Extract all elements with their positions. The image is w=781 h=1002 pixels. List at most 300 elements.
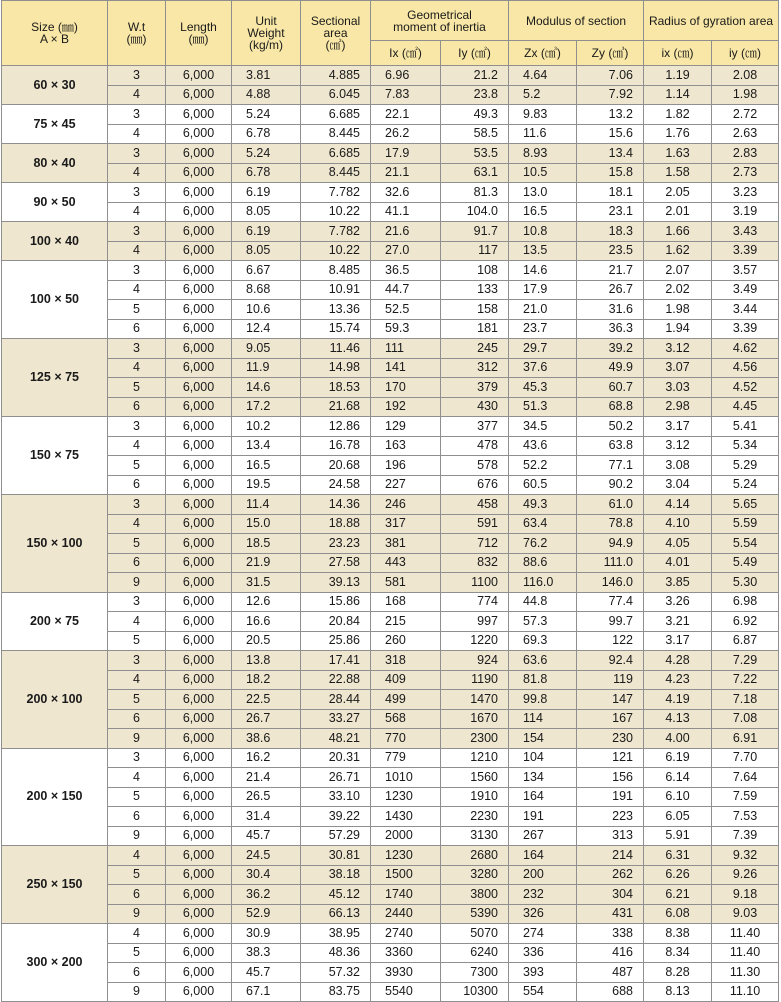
cell-unit-weight: 31.4 bbox=[232, 807, 301, 827]
cell-ry: 7.08 bbox=[712, 709, 779, 729]
cell-wt: 4 bbox=[108, 612, 166, 632]
cell-unit-weight: 11.9 bbox=[232, 358, 301, 378]
steel-section-spec-table bbox=[1, 0, 781, 1002]
table-row bbox=[2, 709, 781, 729]
table-row bbox=[2, 202, 781, 222]
cell-iy: 23.8 bbox=[441, 85, 509, 105]
cell-zx: 44.8 bbox=[509, 592, 577, 612]
cell-iy: 430 bbox=[441, 397, 509, 417]
cell-rx: 4.05 bbox=[644, 534, 712, 554]
cell-wt: 3 bbox=[108, 144, 166, 164]
cell-sectional-area: 25.86 bbox=[301, 631, 371, 651]
size-cell: 200 × 150 bbox=[2, 748, 108, 846]
cell-rx: 8.13 bbox=[644, 982, 712, 1002]
cell-ry: 4.56 bbox=[712, 358, 779, 378]
cell-length: 6,000 bbox=[166, 690, 232, 710]
table-row bbox=[2, 456, 781, 476]
cell-length: 6,000 bbox=[166, 846, 232, 866]
cell-zy: 431 bbox=[577, 904, 644, 924]
cell-zx: 114 bbox=[509, 709, 577, 729]
header-wt-line2: (㎜) bbox=[108, 33, 165, 45]
cell-rx: 1.62 bbox=[644, 241, 712, 261]
cell-rx: 8.34 bbox=[644, 943, 712, 963]
table-row bbox=[2, 748, 781, 768]
cell-zx: 104 bbox=[509, 748, 577, 768]
cell-length: 6,000 bbox=[166, 378, 232, 398]
cell-sectional-area: 21.68 bbox=[301, 397, 371, 417]
cell-zy: 230 bbox=[577, 729, 644, 749]
cell-sectional-area: 14.36 bbox=[301, 495, 371, 515]
cell-ry: 1.98 bbox=[712, 85, 779, 105]
cell-sectional-area: 11.46 bbox=[301, 339, 371, 359]
cell-wt: 6 bbox=[108, 963, 166, 983]
cell-iy: 245 bbox=[441, 339, 509, 359]
cell-zx: 11.6 bbox=[509, 124, 577, 144]
header-length-line1: Length bbox=[166, 21, 231, 33]
cell-length: 6,000 bbox=[166, 553, 232, 573]
cell-ix: 168 bbox=[371, 592, 441, 612]
cell-zx: 76.2 bbox=[509, 534, 577, 554]
cell-ry: 2.72 bbox=[712, 105, 779, 125]
cell-length: 6,000 bbox=[166, 670, 232, 690]
cell-zy: 49.9 bbox=[577, 358, 644, 378]
cell-wt: 3 bbox=[108, 495, 166, 515]
cell-ix: 59.3 bbox=[371, 319, 441, 339]
cell-sectional-area: 6.685 bbox=[301, 105, 371, 125]
cell-zx: 16.5 bbox=[509, 202, 577, 222]
cell-ix: 27.0 bbox=[371, 241, 441, 261]
cell-length: 6,000 bbox=[166, 456, 232, 476]
header-inertia-line1: Geometrical bbox=[371, 9, 508, 21]
cell-rx: 6.08 bbox=[644, 904, 712, 924]
cell-zx: 164 bbox=[509, 846, 577, 866]
cell-zy: 147 bbox=[577, 690, 644, 710]
cell-sectional-area: 28.44 bbox=[301, 690, 371, 710]
table-row bbox=[2, 319, 781, 339]
cell-ix: 6.96 bbox=[371, 66, 441, 86]
cell-wt: 5 bbox=[108, 534, 166, 554]
cell-sectional-area: 18.88 bbox=[301, 514, 371, 534]
cell-length: 6,000 bbox=[166, 300, 232, 320]
cell-sectional-area: 57.32 bbox=[301, 963, 371, 983]
cell-ix: 409 bbox=[371, 670, 441, 690]
cell-unit-weight: 18.2 bbox=[232, 670, 301, 690]
cell-rx: 5.91 bbox=[644, 826, 712, 846]
cell-sectional-area: 22.88 bbox=[301, 670, 371, 690]
cell-sectional-area: 14.98 bbox=[301, 358, 371, 378]
cell-iy: 2680 bbox=[441, 846, 509, 866]
cell-ry: 5.41 bbox=[712, 417, 779, 437]
cell-unit-weight: 38.6 bbox=[232, 729, 301, 749]
cell-length: 6,000 bbox=[166, 144, 232, 164]
cell-sectional-area: 57.29 bbox=[301, 826, 371, 846]
cell-length: 6,000 bbox=[166, 358, 232, 378]
cell-sectional-area: 39.13 bbox=[301, 573, 371, 593]
cell-unit-weight: 45.7 bbox=[232, 826, 301, 846]
cell-rx: 4.00 bbox=[644, 729, 712, 749]
cell-rx: 3.12 bbox=[644, 436, 712, 456]
cell-ry: 11.40 bbox=[712, 943, 779, 963]
cell-rx: 6.19 bbox=[644, 748, 712, 768]
cell-unit-weight: 36.2 bbox=[232, 885, 301, 905]
cell-ix: 32.6 bbox=[371, 183, 441, 203]
cell-ix: 52.5 bbox=[371, 300, 441, 320]
cell-zx: 43.6 bbox=[509, 436, 577, 456]
header-unit-weight-line1: Unit bbox=[232, 15, 300, 27]
cell-zx: 81.8 bbox=[509, 670, 577, 690]
cell-unit-weight: 11.4 bbox=[232, 495, 301, 515]
cell-rx: 3.12 bbox=[644, 339, 712, 359]
cell-zy: 68.8 bbox=[577, 397, 644, 417]
size-cell: 150 × 75 bbox=[2, 417, 108, 495]
table-row bbox=[2, 300, 781, 320]
cell-sectional-area: 10.22 bbox=[301, 241, 371, 261]
cell-zx: 49.3 bbox=[509, 495, 577, 515]
size-cell: 150 × 100 bbox=[2, 495, 108, 593]
cell-ry: 5.24 bbox=[712, 475, 779, 495]
cell-unit-weight: 16.2 bbox=[232, 748, 301, 768]
cell-length: 6,000 bbox=[166, 280, 232, 300]
cell-zx: 21.0 bbox=[509, 300, 577, 320]
cell-wt: 4 bbox=[108, 280, 166, 300]
cell-ix: 1230 bbox=[371, 787, 441, 807]
cell-unit-weight: 31.5 bbox=[232, 573, 301, 593]
cell-wt: 5 bbox=[108, 300, 166, 320]
header-zx: Zx (㎤) bbox=[509, 41, 577, 66]
header-sectional-area-line1: Sectional bbox=[301, 15, 370, 27]
header-iy: Iy (㎠) bbox=[441, 41, 509, 66]
cell-iy: 7300 bbox=[441, 963, 509, 983]
cell-ry: 11.40 bbox=[712, 924, 779, 944]
cell-ix: 581 bbox=[371, 573, 441, 593]
table-row bbox=[2, 241, 781, 261]
cell-unit-weight: 12.6 bbox=[232, 592, 301, 612]
cell-zy: 39.2 bbox=[577, 339, 644, 359]
cell-ix: 1500 bbox=[371, 865, 441, 885]
cell-sectional-area: 7.782 bbox=[301, 183, 371, 203]
cell-ry: 7.22 bbox=[712, 670, 779, 690]
cell-ix: 141 bbox=[371, 358, 441, 378]
cell-zx: 60.5 bbox=[509, 475, 577, 495]
cell-length: 6,000 bbox=[166, 124, 232, 144]
cell-unit-weight: 22.5 bbox=[232, 690, 301, 710]
cell-iy: 1560 bbox=[441, 768, 509, 788]
cell-length: 6,000 bbox=[166, 202, 232, 222]
cell-wt: 3 bbox=[108, 748, 166, 768]
cell-sectional-area: 33.27 bbox=[301, 709, 371, 729]
cell-zy: 77.1 bbox=[577, 456, 644, 476]
cell-zx: 34.5 bbox=[509, 417, 577, 437]
cell-sectional-area: 4.885 bbox=[301, 66, 371, 86]
cell-zy: 77.4 bbox=[577, 592, 644, 612]
cell-iy: 58.5 bbox=[441, 124, 509, 144]
cell-ix: 381 bbox=[371, 534, 441, 554]
cell-length: 6,000 bbox=[166, 85, 232, 105]
cell-wt: 3 bbox=[108, 66, 166, 86]
cell-iy: 774 bbox=[441, 592, 509, 612]
cell-zy: 121 bbox=[577, 748, 644, 768]
cell-rx: 3.85 bbox=[644, 573, 712, 593]
table-row bbox=[2, 124, 781, 144]
cell-length: 6,000 bbox=[166, 436, 232, 456]
table-row bbox=[2, 397, 781, 417]
cell-ix: 568 bbox=[371, 709, 441, 729]
cell-length: 6,000 bbox=[166, 631, 232, 651]
cell-sectional-area: 10.91 bbox=[301, 280, 371, 300]
cell-unit-weight: 15.0 bbox=[232, 514, 301, 534]
cell-sectional-area: 23.23 bbox=[301, 534, 371, 554]
cell-zx: 23.7 bbox=[509, 319, 577, 339]
cell-ix: 1430 bbox=[371, 807, 441, 827]
cell-rx: 1.19 bbox=[644, 66, 712, 86]
cell-length: 6,000 bbox=[166, 183, 232, 203]
cell-zy: 94.9 bbox=[577, 534, 644, 554]
cell-iy: 377 bbox=[441, 417, 509, 437]
cell-iy: 5070 bbox=[441, 924, 509, 944]
cell-rx: 1.94 bbox=[644, 319, 712, 339]
header-unit-weight bbox=[232, 1, 301, 66]
cell-length: 6,000 bbox=[166, 495, 232, 515]
cell-ry: 3.49 bbox=[712, 280, 779, 300]
cell-zy: 304 bbox=[577, 885, 644, 905]
cell-unit-weight: 8.05 bbox=[232, 202, 301, 222]
cell-length: 6,000 bbox=[166, 826, 232, 846]
cell-unit-weight: 14.6 bbox=[232, 378, 301, 398]
cell-length: 6,000 bbox=[166, 241, 232, 261]
cell-rx: 3.21 bbox=[644, 612, 712, 632]
header-sectional-area bbox=[301, 1, 371, 66]
header-sectional-area-line2: area bbox=[301, 27, 370, 39]
cell-unit-weight: 6.67 bbox=[232, 261, 301, 281]
table-row bbox=[2, 66, 781, 86]
cell-zx: 8.93 bbox=[509, 144, 577, 164]
cell-ry: 5.59 bbox=[712, 514, 779, 534]
cell-ry: 2.08 bbox=[712, 66, 779, 86]
cell-zy: 688 bbox=[577, 982, 644, 1002]
cell-iy: 181 bbox=[441, 319, 509, 339]
cell-unit-weight: 21.9 bbox=[232, 553, 301, 573]
cell-unit-weight: 26.7 bbox=[232, 709, 301, 729]
cell-iy: 1190 bbox=[441, 670, 509, 690]
size-cell: 90 × 50 bbox=[2, 183, 108, 222]
cell-sectional-area: 26.71 bbox=[301, 768, 371, 788]
cell-zx: 200 bbox=[509, 865, 577, 885]
cell-zx: 116.0 bbox=[509, 573, 577, 593]
cell-iy: 1910 bbox=[441, 787, 509, 807]
cell-rx: 1.14 bbox=[644, 85, 712, 105]
cell-zy: 111.0 bbox=[577, 553, 644, 573]
cell-ix: 129 bbox=[371, 417, 441, 437]
cell-wt: 6 bbox=[108, 807, 166, 827]
cell-wt: 9 bbox=[108, 729, 166, 749]
cell-rx: 1.76 bbox=[644, 124, 712, 144]
cell-iy: 6240 bbox=[441, 943, 509, 963]
cell-length: 6,000 bbox=[166, 963, 232, 983]
cell-unit-weight: 24.5 bbox=[232, 846, 301, 866]
cell-length: 6,000 bbox=[166, 729, 232, 749]
cell-ry: 7.59 bbox=[712, 787, 779, 807]
cell-unit-weight: 8.05 bbox=[232, 241, 301, 261]
cell-iy: 2300 bbox=[441, 729, 509, 749]
cell-zy: 18.1 bbox=[577, 183, 644, 203]
cell-ix: 22.1 bbox=[371, 105, 441, 125]
cell-wt: 4 bbox=[108, 202, 166, 222]
cell-unit-weight: 10.6 bbox=[232, 300, 301, 320]
cell-rx: 2.02 bbox=[644, 280, 712, 300]
cell-zy: 313 bbox=[577, 826, 644, 846]
cell-wt: 4 bbox=[108, 768, 166, 788]
cell-ix: 318 bbox=[371, 651, 441, 671]
cell-sectional-area: 20.68 bbox=[301, 456, 371, 476]
cell-ry: 4.52 bbox=[712, 378, 779, 398]
cell-ry: 7.39 bbox=[712, 826, 779, 846]
table-row bbox=[2, 631, 781, 651]
cell-wt: 6 bbox=[108, 709, 166, 729]
cell-ry: 5.30 bbox=[712, 573, 779, 593]
cell-zy: 18.3 bbox=[577, 222, 644, 242]
cell-unit-weight: 8.68 bbox=[232, 280, 301, 300]
size-cell: 100 × 40 bbox=[2, 222, 108, 261]
cell-zy: 92.4 bbox=[577, 651, 644, 671]
cell-ix: 111 bbox=[371, 339, 441, 359]
table-row bbox=[2, 768, 781, 788]
cell-zx: 45.3 bbox=[509, 378, 577, 398]
table-row bbox=[2, 85, 781, 105]
table-header bbox=[2, 1, 781, 66]
cell-ry: 3.23 bbox=[712, 183, 779, 203]
cell-rx: 4.10 bbox=[644, 514, 712, 534]
cell-ry: 7.29 bbox=[712, 651, 779, 671]
cell-rx: 6.10 bbox=[644, 787, 712, 807]
table-row bbox=[2, 865, 781, 885]
cell-zy: 99.7 bbox=[577, 612, 644, 632]
cell-sectional-area: 8.445 bbox=[301, 124, 371, 144]
cell-wt: 4 bbox=[108, 124, 166, 144]
cell-wt: 4 bbox=[108, 924, 166, 944]
cell-ix: 1010 bbox=[371, 768, 441, 788]
cell-ix: 17.9 bbox=[371, 144, 441, 164]
table-row bbox=[2, 514, 781, 534]
cell-zx: 5.2 bbox=[509, 85, 577, 105]
table-row bbox=[2, 475, 781, 495]
cell-sectional-area: 13.36 bbox=[301, 300, 371, 320]
cell-unit-weight: 30.4 bbox=[232, 865, 301, 885]
cell-ry: 6.87 bbox=[712, 631, 779, 651]
cell-sectional-area: 48.21 bbox=[301, 729, 371, 749]
cell-zy: 15.6 bbox=[577, 124, 644, 144]
cell-iy: 91.7 bbox=[441, 222, 509, 242]
cell-iy: 379 bbox=[441, 378, 509, 398]
cell-ix: 5540 bbox=[371, 982, 441, 1002]
cell-iy: 1220 bbox=[441, 631, 509, 651]
cell-ry: 3.44 bbox=[712, 300, 779, 320]
table-row bbox=[2, 826, 781, 846]
header-modulus: Modulus of section bbox=[509, 1, 644, 41]
size-cell: 300 × 200 bbox=[2, 924, 108, 1002]
cell-ry: 6.98 bbox=[712, 592, 779, 612]
cell-iy: 108 bbox=[441, 261, 509, 281]
cell-iy: 117 bbox=[441, 241, 509, 261]
cell-iy: 478 bbox=[441, 436, 509, 456]
cell-iy: 158 bbox=[441, 300, 509, 320]
cell-unit-weight: 52.9 bbox=[232, 904, 301, 924]
cell-zy: 416 bbox=[577, 943, 644, 963]
table-row bbox=[2, 163, 781, 183]
cell-zy: 61.0 bbox=[577, 495, 644, 515]
table-row bbox=[2, 982, 781, 1002]
cell-unit-weight: 45.7 bbox=[232, 963, 301, 983]
cell-zy: 36.3 bbox=[577, 319, 644, 339]
cell-sectional-area: 8.445 bbox=[301, 163, 371, 183]
cell-iy: 3800 bbox=[441, 885, 509, 905]
header-size-line1: Size (㎜) bbox=[2, 21, 107, 33]
cell-zy: 31.6 bbox=[577, 300, 644, 320]
cell-iy: 3280 bbox=[441, 865, 509, 885]
cell-zx: 154 bbox=[509, 729, 577, 749]
cell-zy: 156 bbox=[577, 768, 644, 788]
cell-length: 6,000 bbox=[166, 475, 232, 495]
cell-length: 6,000 bbox=[166, 787, 232, 807]
cell-zy: 167 bbox=[577, 709, 644, 729]
cell-length: 6,000 bbox=[166, 534, 232, 554]
cell-iy: 1470 bbox=[441, 690, 509, 710]
header-length bbox=[166, 1, 232, 66]
cell-length: 6,000 bbox=[166, 66, 232, 86]
header-gyration: Radius of gyration area bbox=[644, 1, 779, 41]
cell-wt: 4 bbox=[108, 241, 166, 261]
cell-rx: 2.01 bbox=[644, 202, 712, 222]
table-row bbox=[2, 183, 781, 203]
table-row bbox=[2, 904, 781, 924]
cell-rx: 4.19 bbox=[644, 690, 712, 710]
cell-unit-weight: 3.81 bbox=[232, 66, 301, 86]
cell-iy: 49.3 bbox=[441, 105, 509, 125]
cell-sectional-area: 33.10 bbox=[301, 787, 371, 807]
cell-sectional-area: 10.22 bbox=[301, 202, 371, 222]
header-unit-weight-line3: (kg/m) bbox=[232, 39, 300, 51]
cell-rx: 8.28 bbox=[644, 963, 712, 983]
header-sectional-area-line3: (㎠) bbox=[301, 39, 370, 51]
cell-wt: 5 bbox=[108, 456, 166, 476]
cell-length: 6,000 bbox=[166, 612, 232, 632]
cell-zx: 274 bbox=[509, 924, 577, 944]
cell-rx: 3.04 bbox=[644, 475, 712, 495]
cell-unit-weight: 4.88 bbox=[232, 85, 301, 105]
cell-length: 6,000 bbox=[166, 261, 232, 281]
cell-zx: 57.3 bbox=[509, 612, 577, 632]
cell-rx: 3.03 bbox=[644, 378, 712, 398]
cell-sectional-area: 39.22 bbox=[301, 807, 371, 827]
cell-sectional-area: 38.18 bbox=[301, 865, 371, 885]
cell-zy: 50.2 bbox=[577, 417, 644, 437]
cell-sectional-area: 15.74 bbox=[301, 319, 371, 339]
cell-unit-weight: 16.5 bbox=[232, 456, 301, 476]
cell-zy: 7.92 bbox=[577, 85, 644, 105]
cell-unit-weight: 26.5 bbox=[232, 787, 301, 807]
cell-ry: 3.43 bbox=[712, 222, 779, 242]
cell-ix: 779 bbox=[371, 748, 441, 768]
cell-unit-weight: 12.4 bbox=[232, 319, 301, 339]
cell-ix: 163 bbox=[371, 436, 441, 456]
cell-wt: 5 bbox=[108, 943, 166, 963]
cell-zx: 393 bbox=[509, 963, 577, 983]
cell-iy: 1210 bbox=[441, 748, 509, 768]
cell-rx: 3.08 bbox=[644, 456, 712, 476]
cell-zx: 14.6 bbox=[509, 261, 577, 281]
cell-rx: 6.14 bbox=[644, 768, 712, 788]
cell-wt: 5 bbox=[108, 690, 166, 710]
table-row bbox=[2, 787, 781, 807]
